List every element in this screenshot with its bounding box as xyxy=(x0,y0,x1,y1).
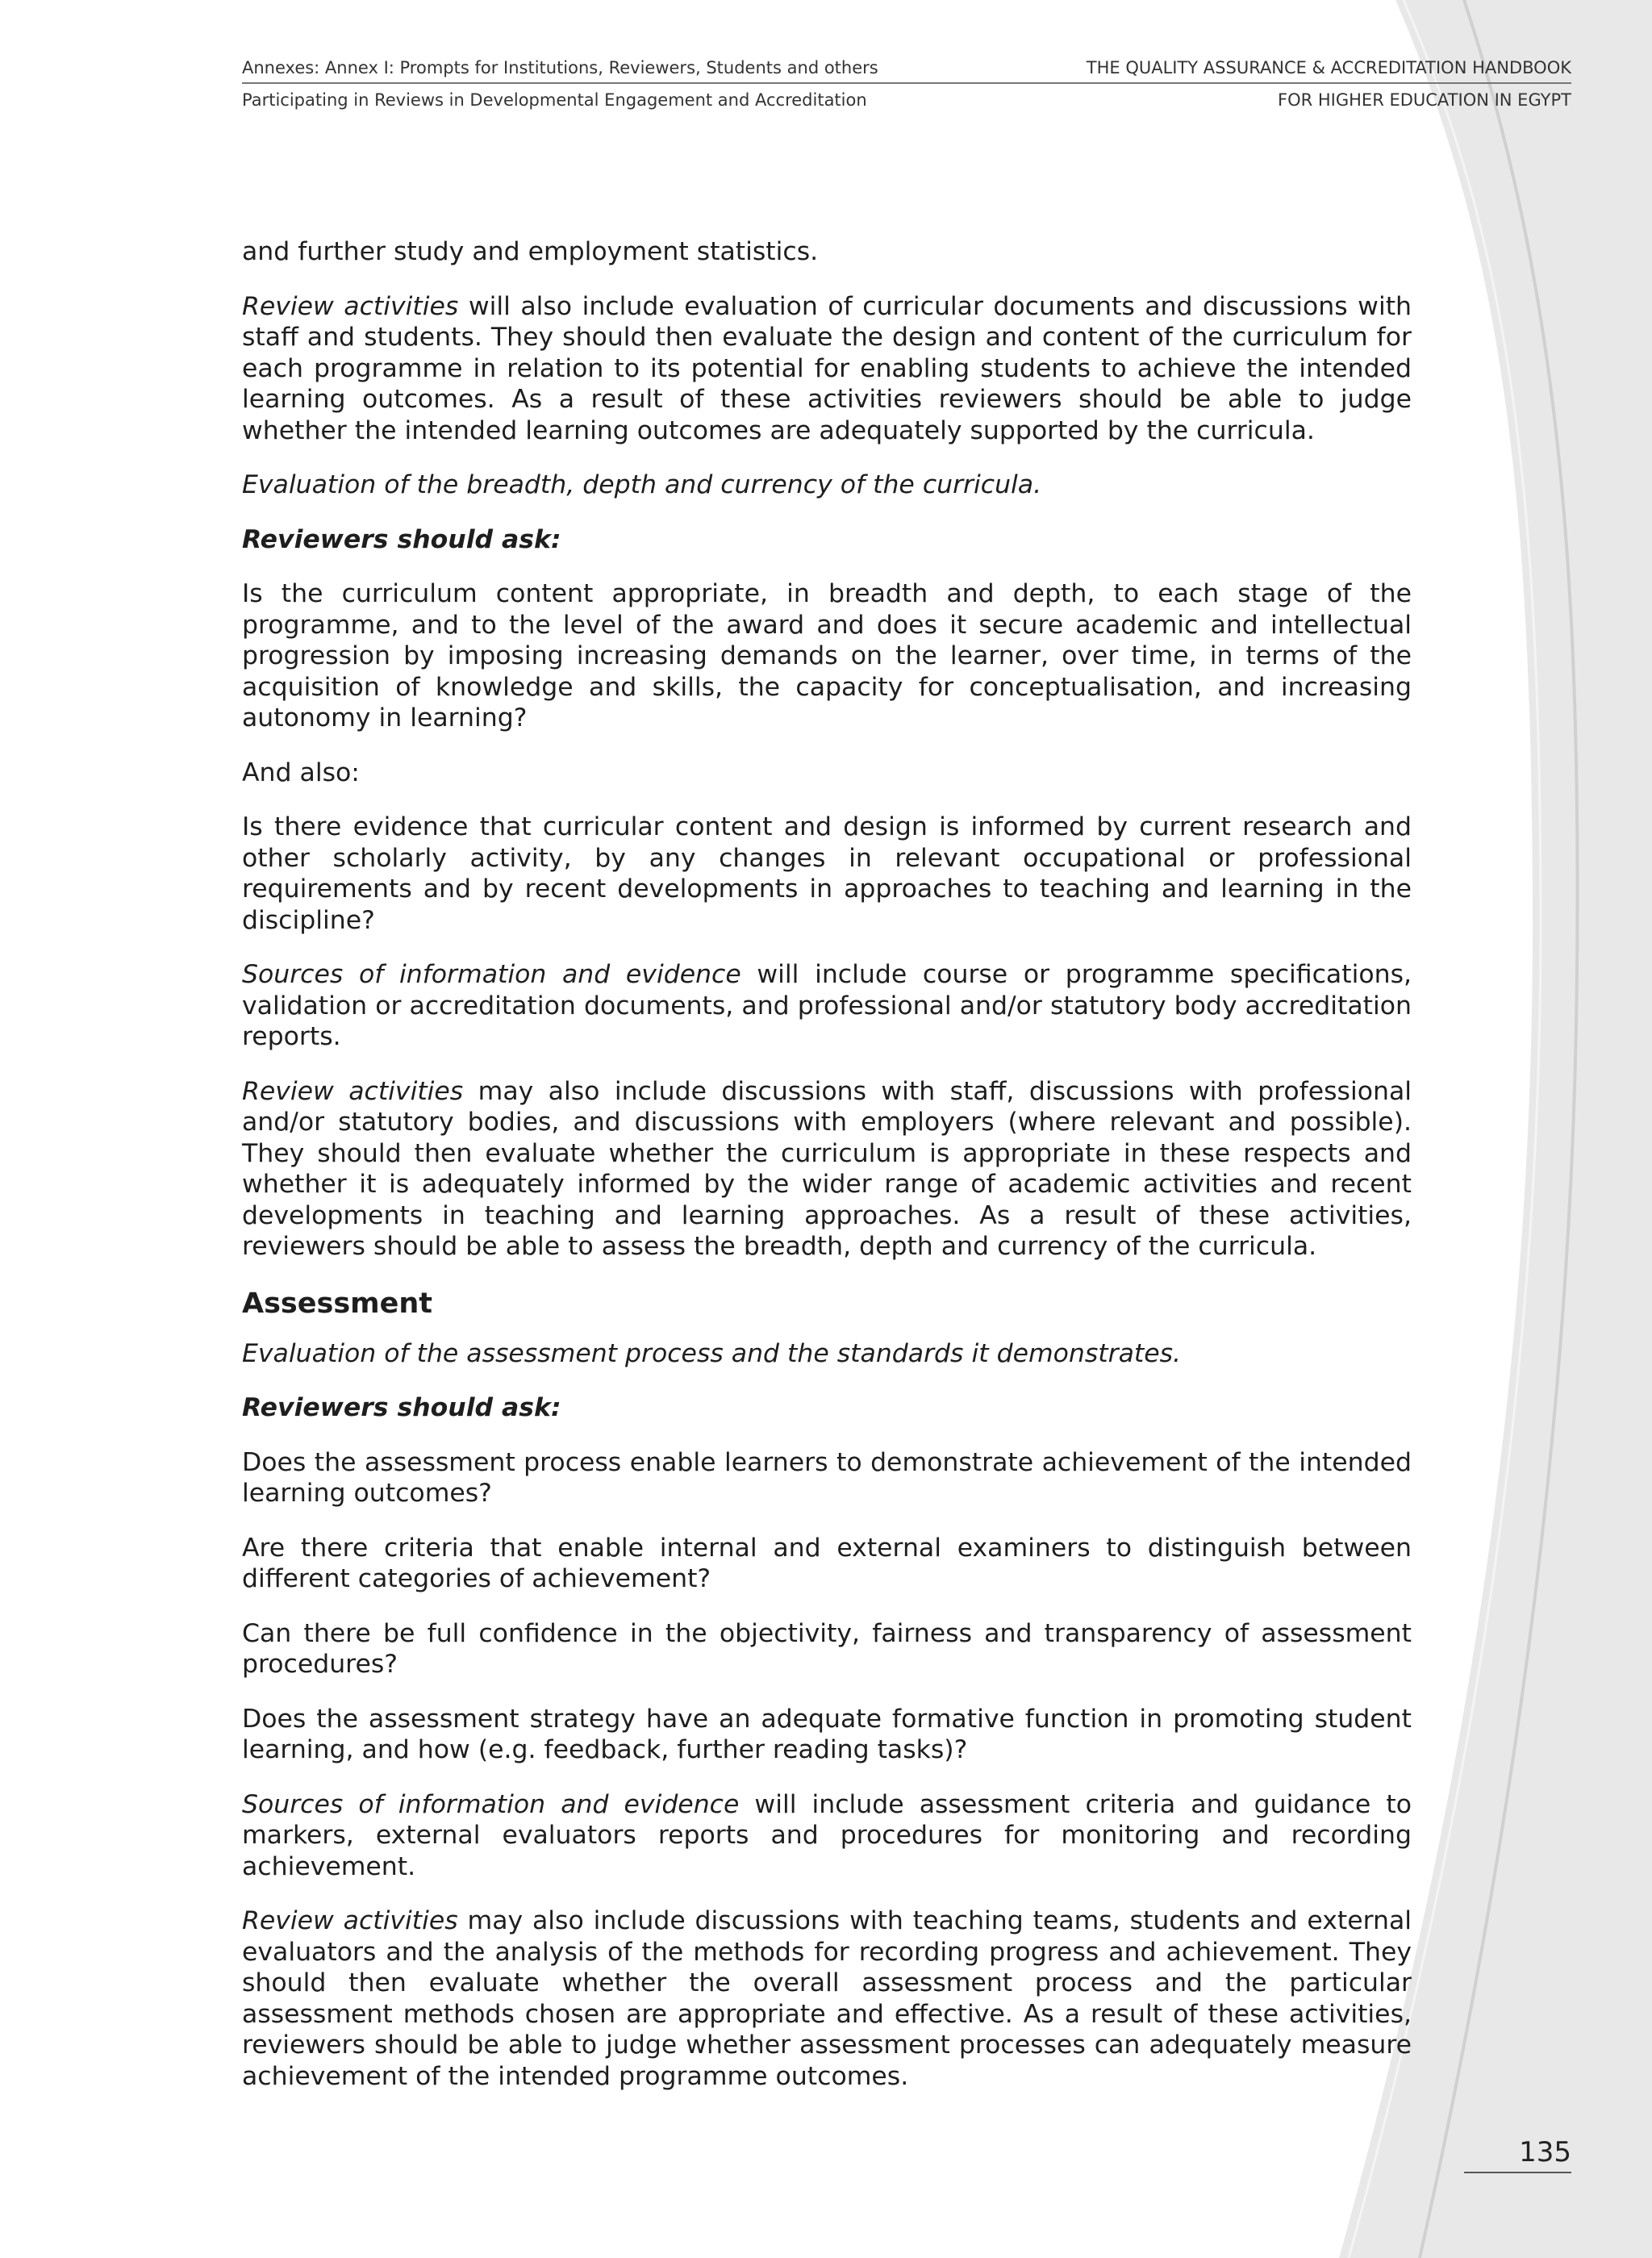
phrase-review-activities: Review activities xyxy=(242,1076,464,1106)
paragraph-review-activities-teaching: Review activities may also include discussions with teaching teams, students and external evaluators and the analysis of the methods for recording progress and achievement. They should then evaluate whether the overall assessment process and the particular assessment methods chosen are appropriate and effective. As a result of these activities, reviewers should be able to judge whether assessment processes can adequately measure achievement of the intended programme outcomes. xyxy=(242,1906,1412,2091)
paragraph-sources-assessment: Sources of information and evidence will include assessment criteria and guidance to markers, external evaluators reports and procedures for monitoring and recording achievement. xyxy=(242,1789,1412,1881)
subheading-breadth-depth: Evaluation of the breadth, depth and currency of the curricula. xyxy=(242,470,1042,499)
question-criteria-examiners: Are there criteria that enable internal and external examiners to distinguish between different categories of achievement? xyxy=(242,1533,1412,1593)
subheading-assessment-process: Evaluation of the assessment process and the standards it demonstrates. xyxy=(242,1338,1182,1368)
reviewers-should-ask: Reviewers should ask: xyxy=(242,524,561,554)
question-confidence-objectivity: Can there be full confidence in the objectivity, fairness and transparency of assessment procedures? xyxy=(242,1618,1412,1679)
section-heading-assessment: Assessment xyxy=(242,1287,433,1320)
page-number: 135 xyxy=(1464,2136,1571,2173)
question-curriculum-content: Is the curriculum content appropriate, in breadth and depth, to each stage of the programme, and to the level of the award and does it secure academic and intellectual progression by imposing increasing demands on the learner, over time, in terms of the acquisition of knowledge and skills, the capacity for conceptualisation, and increasing autonomy in learning? xyxy=(242,579,1412,732)
header-left-line1: Annexes: Annex I: Prompts for Institutions, Reviewers, Students and others xyxy=(242,58,878,77)
phrase-sources: Sources of information and evidence xyxy=(242,1789,740,1819)
header-row-bottom xyxy=(242,84,1571,115)
paragraph-study-statistics: and further study and employment statistics. xyxy=(242,237,819,266)
phrase-sources: Sources of information and evidence xyxy=(242,960,741,989)
paragraph-sources-information: Sources of information and evidence will include course or programme specifications, validation or accreditation documents, and professional and/or statutory body accreditation reports. xyxy=(242,960,1412,1051)
header-right-line1: THE QUALITY ASSURANCE & ACCREDITATION HANDBOOK xyxy=(1086,58,1571,77)
phrase-review-activities: Review activities xyxy=(242,291,459,321)
paragraph-and-also: And also: xyxy=(242,758,360,787)
header-left-line2: Participating in Reviews in Developmental Engagement and Accreditation xyxy=(242,90,867,110)
reviewers-should-ask: Reviewers should ask: xyxy=(242,1393,561,1422)
paragraph-review-activities-staff: Review activities may also include discussions with staff, discussions with professional and/or statutory bodies, and discussions with employers (where relevant and possible). They should then evaluate whether the curriculum is appropriate in these respects and whether it is adequately informed by the wider range of academic activities and recent developments in teaching and learning approaches. As a result of these activities, reviewers should be able to assess the breadth, depth and currency of the curricula. xyxy=(242,1076,1412,1261)
question-evidence-curricular: Is there evidence that curricular content and design is informed by current research and other scholarly activity, by any changes in relevant occupational or professional requirements and by recent developments in approaches to teaching and learning in the discipline? xyxy=(242,812,1412,935)
header-right-line2: FOR HIGHER EDUCATION IN EGYPT xyxy=(1278,90,1571,110)
paragraph-review-activities-curricular: Review activities will also include evaluation of curricular documents and discussions with staff and students. They should then evaluate the design and content of the curriculum for each programme in relation to its potential for enabling students to achieve the intended learning outcomes. As a result of these activities reviewers should be able to judge whether the intended learning outcomes are adequately supported by the curricula. xyxy=(242,291,1412,445)
header-row-top xyxy=(242,53,1571,84)
phrase-review-activities: Review activities xyxy=(242,1906,458,1935)
question-assessment-process: Does the assessment process enable learners to demonstrate achievement of the intended learning outcomes? xyxy=(242,1447,1412,1508)
question-formative-function: Does the assessment strategy have an adequate formative function in promoting student learning, and how (e.g. feedback, further reading tasks)? xyxy=(242,1704,1412,1764)
running-header xyxy=(242,53,1571,115)
body-text xyxy=(242,236,1412,2115)
